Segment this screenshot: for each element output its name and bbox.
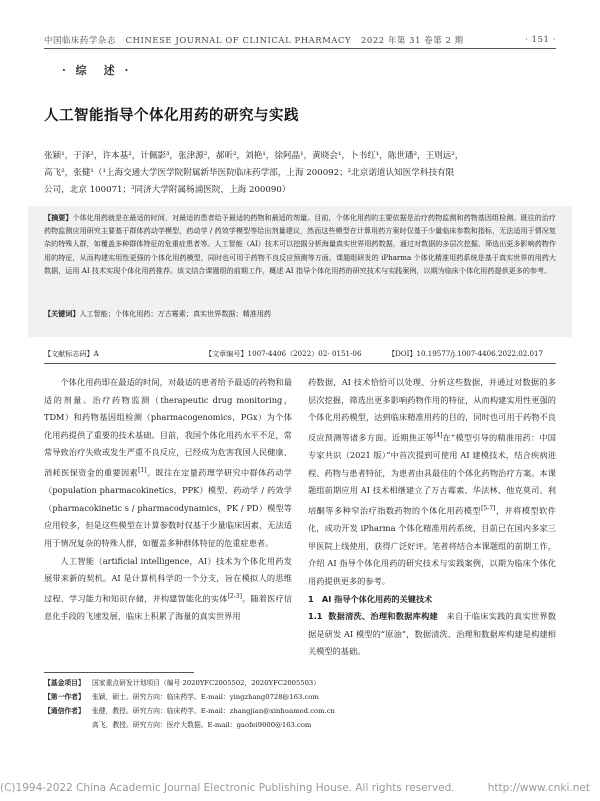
- subsection-heading: 数据清洗、治理和数据库构建: [328, 611, 438, 622]
- abstract: [44, 211, 556, 277]
- citation[interactable]: [5-7]: [481, 504, 496, 512]
- author-block: [44, 148, 556, 199]
- body-column-right: [308, 374, 556, 661]
- footnote-corresponding-author-2: 高飞，教授。研究方向：医疗大数据。E-mail：gaofei9000@163.com: [92, 721, 312, 729]
- article-title: 人工智能指导个体化用药的研究与实践: [44, 107, 299, 124]
- author-line-1: 张颖¹，于泽²，许本基²，计佩影³，张津源²，郝昕²，刘艳¹，徐阿晶¹，黄晓会¹，卜书红¹，陈世璠²，王则远²，: [44, 151, 464, 161]
- document-code: 【文献标志码】A: [44, 349, 99, 358]
- running-header: [44, 34, 556, 46]
- subsection-number: 1.1: [308, 611, 323, 622]
- footnote-corresponding-author: 【通信作者】 张健，教授。研究方向：临床药学。E-mail：zhangjian@xinhuamed.com.cn: [44, 707, 335, 715]
- citation[interactable]: [4]: [433, 431, 443, 439]
- footnote-first-author: 【第一作者】 张颖，硕士。研究方向：临床药学。E-mail：yingzhang0728@163.com: [44, 693, 319, 701]
- header-rule: [44, 48, 556, 49]
- cnki-url[interactable]: http://www.cnki.net: [487, 782, 590, 794]
- abstract-label: 【摘要】: [44, 213, 73, 222]
- body-column-left: [44, 374, 292, 626]
- footnotes: [44, 676, 556, 732]
- journal-name-cn: 中国临床药学杂志: [44, 35, 116, 45]
- copyright-text: (C)1994-2022 China Academic Journal Electronic Publishing House. All rights reserved.: [0, 782, 455, 794]
- section-heading: 1 AI 指导个体化用药的关键技术: [308, 593, 433, 604]
- author-line-3: 公司，北京 100071；³同济大学附属杨浦医院，上海 200090）: [44, 185, 291, 195]
- citation[interactable]: [2-3]: [227, 592, 242, 600]
- issue-info: 2022 年第 31 卷第 2 期: [360, 35, 464, 45]
- paragraph: 个体化用药即在最适的时间，对最适的患者给予最适的药物和最适的剂量。治疗药物监测（therapeutic drug monitoring，TDM）和药物基因组检测（pharmacogenomics，PGx）为个体化用药提供了重要的技术基础。目前，我国个体化用药水平不足，常常导致治疗失败或发生严重不良反应，已经成为危害我国人民健康、消耗医保资金的重要因素[1]。既往在定量药理学研究中群体药动学（population pharmacokinetics，PPK）模型、药动学 / 药效学（pharmacokinetic s / pharmacodynamics，PK / PD）模型等应用较多，但是这些模型在计算参数时仅基于少量临床因素，无法适用于情况复杂的特殊人群，如覆盖多种群体特征的危重症患者。: [44, 377, 292, 549]
- ids-rule: [44, 363, 556, 364]
- subsection-paragraph: 1.1 数据清洗、治理和数据库构建 来自于临床实践的真实世界数据是研发 AI 模型的“原油”，数据清洗、治理和数据库构建是构建相关模型的基础。: [308, 611, 556, 657]
- citation[interactable]: [1]: [138, 466, 147, 474]
- cnki-watermark: [0, 782, 600, 794]
- author-line-2: 高飞²，张健¹（¹上海交通大学医学院附属新华医院临床药学部，上海 200092；²北京诺道认知医学科技有限: [44, 168, 455, 178]
- section-label: · 综 述 ·: [62, 64, 132, 77]
- article-number: 【文章编号】1007-4406（2022）02- 0151-06: [205, 349, 362, 358]
- keywords-label: 【关键词】: [44, 309, 80, 318]
- page-number: · 151 ·: [525, 34, 556, 44]
- journal-name-en: CHINESE JOURNAL OF CLINICAL PHARMACY: [125, 35, 352, 45]
- footnote-rule: [44, 672, 194, 673]
- paragraph: 人工智能（artificial intelligence，AI）技术为个体化用药发展带来新的契机。AI 是计算机科学的一个分支，旨在模拟人的思维过程、学习能力和知识存储，并构建智能化的实体[2-3]。随着医疗信息化手段的飞速发展，临床上积累了海量的真实世界用: [44, 555, 292, 622]
- keywords-text: 人工智能；个体化用药；万古霉素；真实世界数据；精准用药: [79, 309, 271, 318]
- keywords: [44, 309, 556, 319]
- paragraph: 药数据，AI 技术恰恰可以处理、分析这些数据，并通过对数据的多层次挖掘，筛选出更多影响药物作用的特征，从而构建实用性更强的个体化用药模型，达到临床精准用药的目的，同时也可用于药物不良反应预测等诸多方面。近期焦正等[4]在“模型引导的精准用药：中国专家共识（2021 版）”中首次提到可使用 AI 建模技术，结合疾病进程、药物与患者特征，为患者由具最佳的个体化药物治疗方案。本课题组前期应用 AI 技术相继建立了万古霉素、华法林、他克莫司、利培酮等多种窄治疗指数药物的个体化用药模型[5-7]，并将模型软件化，成功开发 iPharma 个体化精准用药系统，目前已在国内多家三甲医院上线使用，获得广泛好评。笔者将结合本课题组的前期工作，介绍 AI 指导个体化用药的研究技术与实践案例，以期为临床个体化用药提供更多的参考。: [308, 377, 556, 586]
- abstract-text: 个体化用药就是在最适的时间，对最适的患者给予最适的药物和最适的剂量。目前，个体化用药的主要依据是治疗药物监测和药物基因组检测。既往的治疗药物监测应用研究主要基于群体药动学模型，药动学 / 药效学模型等给出剂量建议，然而这些模型在计算用药方案时仅基于少量临床参数和指标，无法适用于情况复杂的特殊人群，如覆盖多种群体特征的危重症患者等。人工智能（AI）技术可以挖掘分析海量真实世界用药数据，通过对数据的多层次挖掘、筛选出更多影响药物作用的特征，从而构建实用性更强的个体化用药模型，同时也可用于药物不良反应预测等方面。课题组研发的 iPharma 个体化精准用药系统是基于真实世界的用药大数据，运用 AI 技术实现个体化用药推荐。该文结合课题组的前期工作，概述 AI 指导个体化用药的研究技术与实践案例，以期为临床个体化用药提供更多的参考。: [44, 213, 557, 275]
- doi: 【DOI】10.19577/j.1007-4406.2022.02.017: [388, 349, 544, 358]
- footnote-funding: 【基金项目】 国家重点研发计划项目（编号 2020YFC2005502，2020YFC2005503）: [44, 679, 321, 687]
